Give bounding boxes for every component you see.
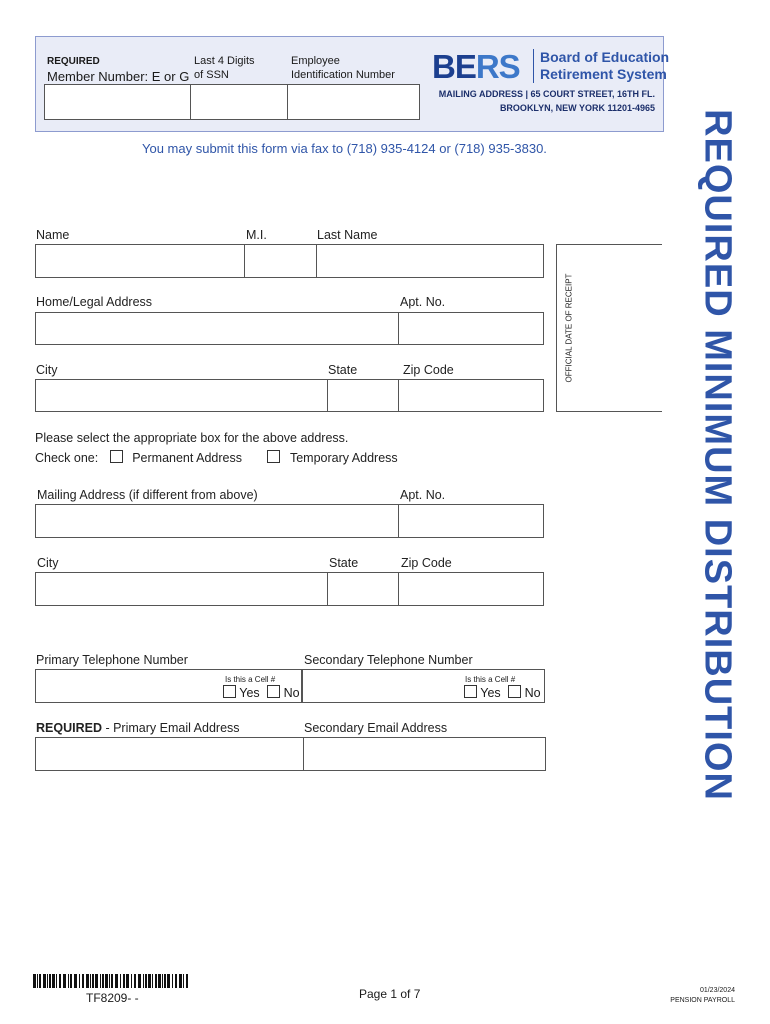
name-label: Name <box>36 228 70 242</box>
barcode-bar <box>70 974 72 988</box>
last-name-label: Last Name <box>317 228 378 242</box>
barcode-bar <box>138 974 141 988</box>
mailing-state-label: State <box>329 556 359 570</box>
city-input[interactable] <box>35 379 328 412</box>
state-input[interactable] <box>327 379 399 412</box>
secondary-cell-no-label: No <box>524 686 541 700</box>
mi-label: M.I. <box>246 228 267 242</box>
barcode-bar <box>143 974 144 988</box>
barcode-bar <box>95 974 98 988</box>
zip-label: Zip Code <box>403 363 454 377</box>
bers-logo: BERS <box>432 48 520 85</box>
barcode-bar <box>79 974 80 988</box>
primary-cell-no-label: No <box>283 686 300 700</box>
secondary-cell-no-checkbox[interactable] <box>508 685 521 698</box>
mailing-address-line1: MAILING ADDRESS | 65 COURT STREET, 16TH FL. <box>438 89 655 99</box>
emp-label-line1: Employee <box>291 55 340 67</box>
barcode-bar <box>123 974 125 988</box>
secondary-cell-options <box>464 685 541 700</box>
last-name-input[interactable] <box>316 244 544 278</box>
barcode-bar <box>59 974 61 988</box>
secondary-email-input[interactable] <box>303 737 546 771</box>
apt-input[interactable] <box>398 312 544 345</box>
ssn-label-line2: of SSN <box>194 69 229 81</box>
barcode-bar <box>90 974 91 988</box>
member-number-label: Member Number: E or G <box>47 69 190 84</box>
barcode-bar <box>102 974 104 988</box>
barcode-bar <box>162 974 163 988</box>
ssn-input[interactable] <box>190 84 288 120</box>
ssn-label-line1: Last 4 Digits <box>194 55 255 67</box>
mailing-apt-input[interactable] <box>398 504 544 538</box>
mailing-zip-input[interactable] <box>398 572 544 606</box>
temporary-address-checkbox[interactable] <box>267 450 280 463</box>
barcode-bar <box>39 974 41 988</box>
barcode-bar <box>109 974 110 988</box>
page-number: Page 1 of 7 <box>359 987 421 1001</box>
state-label: State <box>328 363 358 377</box>
primary-cell-options <box>223 685 300 700</box>
barcode-bar <box>43 974 46 988</box>
barcode-bar <box>186 974 188 988</box>
barcode-bar <box>68 974 69 988</box>
barcode-bar <box>100 974 101 988</box>
secondary-phone-label: Secondary Telephone Number <box>304 653 473 667</box>
barcode-bar <box>63 974 66 988</box>
barcode-bar <box>56 974 57 988</box>
barcode-bar <box>115 974 118 988</box>
barcode-bar <box>49 974 51 988</box>
mailing-zip-label: Zip Code <box>401 556 452 570</box>
barcode-bar <box>164 974 166 988</box>
barcode-bar <box>167 974 170 988</box>
barcode-bar <box>179 974 182 988</box>
home-address-input[interactable] <box>35 312 399 345</box>
org-name-line2: Retirement System <box>540 66 667 82</box>
barcode-bar <box>105 974 108 988</box>
emp-label-line2: Identification Number <box>291 69 395 81</box>
barcode-bar <box>120 974 121 988</box>
barcode-bar <box>155 974 157 988</box>
primary-cell-question: Is this a Cell # <box>225 675 276 684</box>
address-type-prompt: Please select the appropriate box for the above address. <box>35 431 349 445</box>
logo-divider <box>533 49 534 83</box>
barcode-bar <box>126 974 129 988</box>
permanent-address-checkbox[interactable] <box>110 450 123 463</box>
barcode-bar <box>134 974 136 988</box>
side-title: REQUIRED MINIMUM DISTRIBUTION <box>696 109 739 801</box>
barcode-bar <box>33 974 36 988</box>
fax-notice: You may submit this form via fax to (718) 935-4124 or (718) 935-3830. <box>142 141 547 156</box>
barcode-bar <box>82 974 84 988</box>
mailing-address-line2: BROOKLYN, NEW YORK 11201-4965 <box>499 103 655 113</box>
zip-input[interactable] <box>398 379 544 412</box>
mailing-address-label: Mailing Address (if different from above) <box>37 488 258 502</box>
temporary-address-label: Temporary Address <box>289 451 398 465</box>
barcode-bar <box>37 974 38 988</box>
secondary-cell-question: Is this a Cell # <box>465 675 516 684</box>
member-number-input[interactable] <box>44 84 191 120</box>
receipt-label: OFFICIAL DATE OF RECEIPT <box>564 273 574 383</box>
barcode-bar <box>92 974 94 988</box>
required-prefix: REQUIRED <box>36 721 102 735</box>
org-name-line1: Board of Education <box>540 49 670 65</box>
primary-email-label <box>36 721 240 735</box>
secondary-email-label: Secondary Email Address <box>304 721 448 735</box>
required-label: REQUIRED <box>47 56 100 67</box>
first-name-input[interactable] <box>35 244 245 278</box>
barcode-bar <box>183 974 184 988</box>
employee-id-input[interactable] <box>287 84 420 120</box>
barcode-bar <box>148 974 151 988</box>
barcode-bar <box>145 974 147 988</box>
primary-cell-no-checkbox[interactable] <box>267 685 280 698</box>
barcode-bar <box>175 974 177 988</box>
secondary-cell-yes-checkbox[interactable] <box>464 685 477 698</box>
form-code: TF8209- - <box>86 991 139 1005</box>
primary-email-suffix: - Primary Email Address <box>101 721 240 735</box>
mailing-apt-label: Apt. No. <box>400 488 446 502</box>
barcode-bar <box>74 974 77 988</box>
mailing-state-input[interactable] <box>327 572 399 606</box>
mailing-city-label: City <box>37 556 59 570</box>
check-one-label: Check one: Permanent Address Temporary Address <box>35 451 398 465</box>
barcode <box>33 974 189 988</box>
primary-cell-yes-checkbox[interactable] <box>223 685 236 698</box>
barcode-bar <box>47 974 48 988</box>
primary-email-input[interactable] <box>35 737 304 771</box>
barcode-bar <box>86 974 89 988</box>
barcode-bar <box>152 974 153 988</box>
mailing-city-input[interactable] <box>35 572 328 606</box>
mailing-address-input[interactable] <box>35 504 399 538</box>
barcode-bar <box>158 974 161 988</box>
barcode-bar <box>52 974 55 988</box>
apt-label: Apt. No. <box>400 295 446 309</box>
footer-date: 01/23/2024 <box>699 987 735 994</box>
primary-phone-label: Primary Telephone Number <box>36 653 188 667</box>
permanent-address-label: Permanent Address <box>132 451 242 465</box>
city-label: City <box>36 363 58 377</box>
barcode-bar <box>172 974 173 988</box>
mi-input[interactable] <box>244 244 317 278</box>
primary-cell-yes-label: Yes <box>239 686 260 700</box>
barcode-bar <box>131 974 132 988</box>
home-address-label: Home/Legal Address <box>36 295 153 309</box>
secondary-cell-yes-label: Yes <box>480 686 501 700</box>
footer-dept: PENSION PAYROLL <box>670 997 735 1004</box>
barcode-bar <box>111 974 113 988</box>
